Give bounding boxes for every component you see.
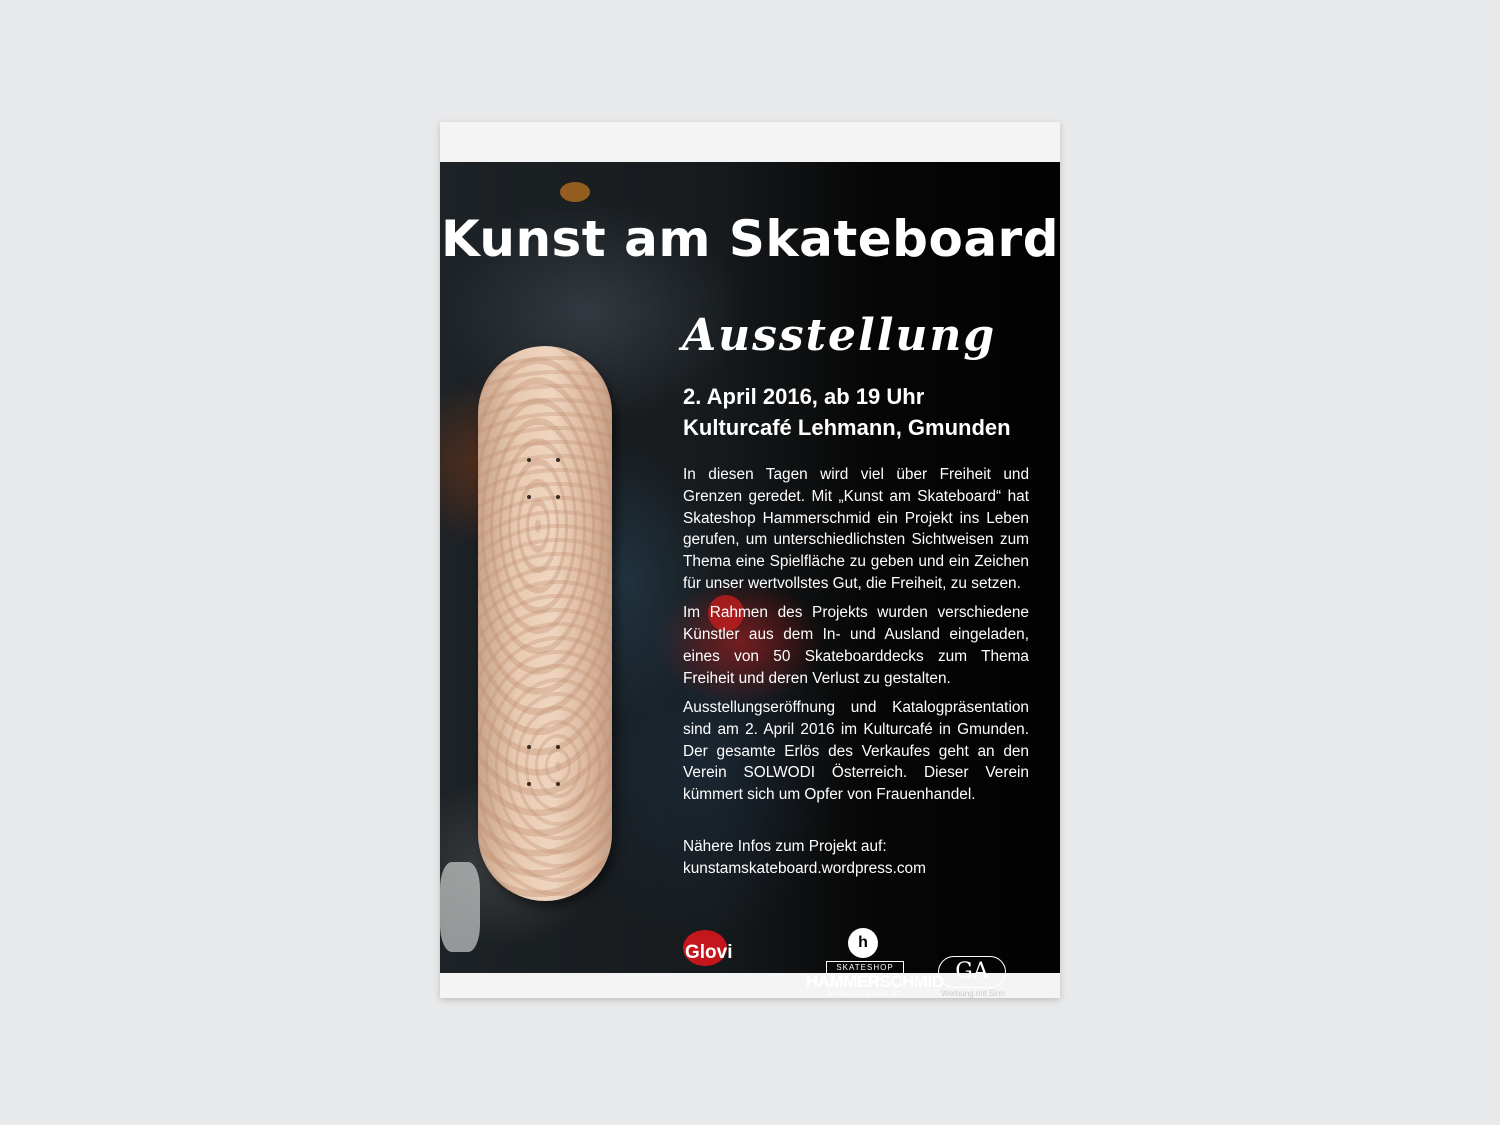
bolt-hole <box>556 495 560 499</box>
paragraph: In diesen Tagen wird viel über Freiheit und Grenzen geredet. Mit „Kunst am Skateboard“ hat Skateshop Hammerschmid ein Projekt ins Leben gerufen, um unterschiedlichsten Sichtweisen zum Thema eine Spielfläche zu geben und ein Zeichen für unser wertvollstes Gut, die Freiheit, zu setzen. <box>683 466 1029 592</box>
event-venue: Kulturcafé Lehmann, Gmunden <box>683 415 1011 440</box>
info-label: Nähere Infos zum Projekt auf: <box>683 838 887 855</box>
info-url: kunstamskateboard.wordpress.com <box>683 859 926 877</box>
bolt-hole <box>556 782 560 786</box>
bolt-hole <box>527 782 531 786</box>
paragraph: Ausstellungseröffnung und Katalogpräsentation sind am 2. April 2016 im Kulturcafé in Gmunden. Der gesamte Erlös des Verkaufes geht an den Verein SOLWODI Österreich. Dieser Verein kümmert sich um Opfer von Frauenhandel. <box>683 698 1029 804</box>
hammerschmid-banner: SKATESHOP <box>826 961 904 974</box>
event-details <box>683 381 1011 443</box>
info-block <box>683 836 926 880</box>
ga-tagline: Werbung mit Sinn <box>941 989 1005 998</box>
glovi-logo: Glovi <box>685 942 733 963</box>
event-date: 2. April 2016, ab 19 Uhr <box>683 384 925 409</box>
flyer-sheet <box>440 122 1060 998</box>
paragraph: Im Rahmen des Projekts wurden verschiedene Künstler aus dem In- und Ausland eingeladen, eines von 50 Skateboarddecks zum Thema Freiheit und deren Verlust zu gestalten. <box>683 604 1029 687</box>
sponsor-logos <box>440 890 1060 998</box>
bolt-hole <box>527 495 531 499</box>
paint-splash <box>560 182 590 202</box>
ga-logo-icon: GA <box>938 956 1006 988</box>
description-text <box>683 464 1029 813</box>
poster-subtitle: Ausstellung <box>682 310 997 361</box>
poster-title: Kunst am Skateboard <box>440 210 1060 268</box>
bolt-hole <box>556 745 560 749</box>
hammerschmid-url: MYSKATESHOP.AT <box>827 992 903 998</box>
bolt-hole <box>527 745 531 749</box>
skateboard-deck-image <box>478 346 612 901</box>
poster-artwork <box>440 162 1060 998</box>
bolt-hole <box>556 458 560 462</box>
bolt-hole <box>527 458 531 462</box>
hammerschmid-logo: HAMMERSCHMID <box>806 972 944 991</box>
hammerschmid-logo-icon: h <box>848 928 878 958</box>
